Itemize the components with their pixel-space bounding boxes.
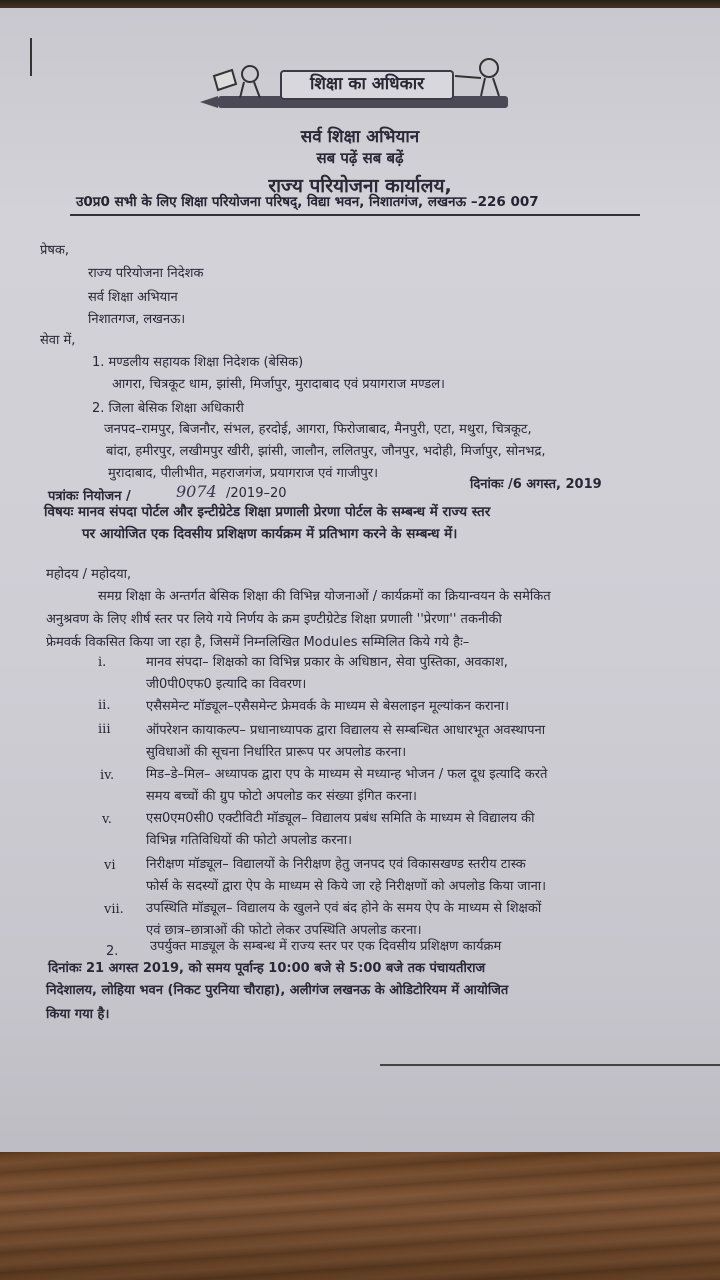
sender-line: निशातगज, लखनऊ। [88, 312, 186, 327]
recipient-detail: बांदा, हमीरपुर, लखीमपुर खीरी, झांसी, जालौन, ललितपुर, जौनपुर, भदोही, मिर्जापुर, सोनभद्र, [106, 444, 546, 459]
para-line: निदेशालय, लोहिया भवन (निकट पुरनिया चौराहा), अलीगंज लखनऊ के ओडिटोरियम में आयोजित [46, 983, 509, 998]
list-item-line: एसैसमेन्ट मॉड्यूल–एसैसमेन्ट फ्रेमवर्क के माध्यम से बेसलाइन मूल्यांकन कराना। [146, 699, 510, 714]
para-line: उपर्युक्त माड्यूल के सम्बन्ध में राज्य स्तर पर एक दिवसीय प्रशिक्षण कार्यक्रम [150, 939, 502, 954]
para-line: दिनांकः 21 अगस्त 2019, को समय पूर्वान्ह 10:00 बजे से 5:00 बजे तक पंचायतीराज [48, 961, 486, 976]
recipient-detail: आगरा, चित्रकूट धाम, झांसी, मिर्जापुर, मुरादाबाद एवं प्रयागराज मण्डल। [112, 377, 445, 392]
list-item-line: विभिन्न गतिविधियों की फोटो अपलोड करना। [146, 833, 353, 848]
subject-line: पर आयोजित एक दिवसीय प्रशिक्षण कार्यक्रम में प्रतिभाग करने के सम्बन्ध में। [82, 526, 458, 542]
list-item-line: उपस्थिति मॉड्यूल– विद्यालय के खुलने एवं बंद होने के समय ऐप के माध्यम से शिक्षकों [146, 901, 542, 916]
list-number: iii [98, 722, 111, 737]
list-item-line: सुविधाओं की सूचना निर्धारित प्रारूप पर अपलोड करना। [146, 745, 407, 760]
recipients-label: सेवा में, [40, 333, 76, 348]
intro-line: अनुश्रवण के लिए शीर्ष स्तर पर लिये गये निर्णय के क्रम इण्टीग्रेटेड शिक्षा प्रणाली ''प्रेरणा'' तकनीकी [46, 612, 502, 627]
office-name: राज्य परियोजना कार्यालय, [268, 175, 452, 197]
list-number: vi [104, 858, 116, 873]
list-item-line: ऑपरेशन कायाकल्प– प्रधानाध्यापक द्वारा विद्यालय से सम्बन्धित आधारभूत अवस्थापना [146, 723, 546, 738]
logo-text: शिक्षा का अधिकार [280, 70, 454, 100]
sender-line: सर्व शिक्षा अभियान [88, 290, 178, 305]
office-address: उ0प्र0 सभी के लिए शिक्षा परियोजना परिषद्, विद्या भवन, निशातगंज, लखनऊ –226 007 [76, 194, 539, 210]
campaign-name: सर्व शिक्षा अभियान [300, 127, 420, 147]
intro-line: समग्र शिक्षा के अन्तर्गत बेसिक शिक्षा की विभिन्न योजनाओं / कार्यक्रमों का क्रियान्वयन के समेकित [98, 589, 551, 604]
subject-line: विषयः मानव संपदा पोर्टल और इन्टीग्रेटेड शिक्षा प्रणाली प्रेरणा पोर्टल के सम्बन्ध में राज्य स्तर [44, 504, 491, 520]
recipient-title: 1. मण्डलीय सहायक शिक्षा निदेशक (बेसिक) [92, 355, 304, 370]
ref-date: दिनांकः /6 अगस्त, 2019 [470, 477, 602, 492]
list-item-line: समय बच्चों की ग्रुप फोटो अपलोड कर संख्या इंगित करना। [146, 789, 417, 804]
logo [200, 56, 520, 126]
header-divider [70, 214, 640, 216]
list-item-line: फोर्स के सदस्यों द्वारा ऐप के माध्यम से किये जा रहे निरीक्षणों को अपलोड किया जाना। [146, 879, 547, 894]
list-number: i. [98, 655, 107, 670]
sender-label: प्रेषक, [40, 243, 70, 258]
para-number: 2. [106, 944, 119, 959]
list-item-line: निरीक्षण मॉड्यूल– विद्यालयों के निरीक्षण हेतु जनपद एवं विकासखण्ड स्तरीय टास्क [146, 857, 526, 872]
list-item-line: मानव संपदा– शिक्षको का विभिन्न प्रकार के अधिष्ठान, सेवा पुस्तिका, अवकाश, [146, 655, 508, 670]
recipient-detail: जनपद–रामपुर, बिजनौर, संभल, हरदोई, आगरा, फिरोजाबाद, मैनपुरी, एटा, मथुरा, चित्रकूट, [104, 422, 532, 437]
list-number: ii. [98, 698, 111, 713]
slogan: सब पढ़ें सब बढ़ें [316, 149, 404, 167]
ref-label: पत्रांकः नियोजन / [48, 489, 131, 504]
intro-line: फ्रेमवर्क विकसित किया जा रहा है, जिसमें निम्नलिखित Modules सम्मिलित किये गये हैः– [46, 635, 470, 650]
list-item-line: जी0पी0एफ0 इत्यादि का विवरण। [146, 677, 307, 692]
para-line: किया गया है। [46, 1007, 110, 1022]
salutation: महोदय / महोदया, [46, 567, 132, 582]
letter-page [0, 8, 720, 1160]
list-number: iv. [100, 768, 115, 783]
recipient-title: 2. जिला बेसिक शिक्षा अधिकारी [92, 401, 244, 416]
list-item-line: एवं छात्र–छात्राओं की फोटो लेकर उपस्थिति अपलोड करना। [146, 923, 422, 938]
reading-child-icon [210, 62, 270, 102]
list-item-line: एस0एम0सी0 एक्टीविटी मॉड्यूल– विद्यालय प्रबंध समिति के माध्यम से विद्यालय की [146, 811, 535, 826]
footer-rule [380, 1064, 720, 1066]
wooden-table [0, 1152, 720, 1280]
pen-mark [30, 38, 32, 76]
ref-year: /2019–20 [226, 486, 287, 501]
sender-line: राज्य परियोजना निदेशक [88, 266, 204, 281]
recipient-detail: मुरादाबाद, पीलीभीत, महराजगंज, प्रयागराज एवं गाजीपुर। [108, 466, 378, 481]
list-item-line: मिड–डे–मिल– अध्यापक द्वारा एप के माध्यम से मध्यान्ह भोजन / फल दूध इत्यादि करते [146, 767, 548, 782]
ref-number: 9074 [176, 482, 217, 501]
list-number: vii. [104, 902, 124, 917]
list-number: v. [102, 812, 112, 827]
pointing-child-icon [455, 56, 515, 100]
